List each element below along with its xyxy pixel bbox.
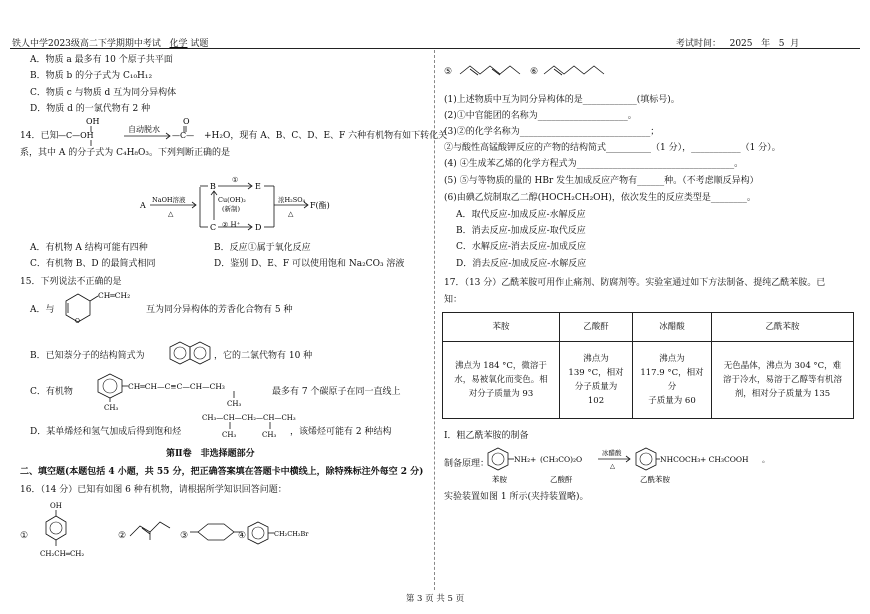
- structure-6-hexene: [542, 62, 610, 80]
- svg-text:CH₃—CH—CH₂—CH—CH₃: CH₃—CH—CH₂—CH—CH₃: [202, 414, 296, 422]
- svg-text:CH₃: CH₃: [104, 404, 119, 412]
- q16-part-5: (5) ⑤与等物质的量的 HBr 发生加成反应产物有______种。（不考虑顺反异构）: [444, 176, 759, 186]
- q16-label-5: ⑤: [444, 67, 453, 77]
- svg-text:O: O: [183, 117, 190, 126]
- svg-text:—C—OH: —C—OH: [58, 131, 94, 140]
- svg-text:CH₃: CH₃: [227, 400, 242, 408]
- q16-choice-a: A．取代反应-加成反应-水解反应: [456, 210, 586, 220]
- school-exam-title: 铁人中学2023级高二下学期期中考试: [12, 39, 161, 49]
- cell-acetanilide: 无色晶体，沸点为 304 °C，难 溶于冷水，易溶于乙醇等有机溶 剂，相对分子质量为 135: [712, 342, 854, 419]
- svg-text:② H⁺: ② H⁺: [222, 221, 241, 229]
- q17-stem: 17．（13 分）乙酰苯胺可用作止痛剂、防腐剂等。实验室通过如下方法制备、提纯乙酰苯胺。已: [444, 278, 826, 288]
- cell-acetic-anhydride: 沸点为 139 °C，相对 分子质量为 102: [560, 342, 633, 419]
- svg-text:+ CH₃COOH: + CH₃COOH: [700, 455, 749, 464]
- structure-2-methylpentene: [128, 518, 184, 542]
- q16-choice-c: C．水解反应-消去反应-加成反应: [456, 242, 586, 252]
- svg-text:—C—: —C—: [172, 131, 195, 140]
- svg-text:△: △: [288, 210, 294, 218]
- exam-time-label: 考试时间：: [676, 39, 722, 49]
- q16-part-2: (2)①中官能团的名称为____________________。: [444, 111, 637, 121]
- q13-option-d: D．物质 d 的一氯代物有 2 种: [30, 104, 151, 114]
- svg-text:CH₃: CH₃: [262, 431, 277, 439]
- q14-option-b: B．反应①属于氧化反应: [214, 243, 311, 253]
- q15-option-a-post: 互为同分异构体的芳香化合物有 5 种: [146, 305, 293, 315]
- q13-option-c: C．物质 c 与物质 d 互为同分异构体: [30, 88, 177, 98]
- svg-text:NH₂: NH₂: [514, 455, 531, 464]
- q16-label-6: ⑥: [530, 67, 539, 77]
- section-1-title: Ⅰ．粗乙酰苯胺的制备: [444, 431, 529, 441]
- svg-text:冰醋酸: 冰醋酸: [602, 449, 622, 457]
- q14-condition: 自动脱水: [128, 125, 160, 134]
- svg-text:浓H₂SO₄: 浓H₂SO₄: [278, 196, 306, 204]
- node-f: F(酯): [310, 201, 330, 210]
- part2-instructions: 二、填空题(本题包括 4 小题，共 55 分，把正确答案填在答题卡中横线上，除特殊标注外每空 2 分): [20, 467, 424, 477]
- alkyne-alkene-structure: [96, 372, 272, 412]
- label-aniline: 苯胺: [492, 475, 507, 484]
- properties-table: [442, 312, 854, 419]
- svg-text:CH₃: CH₃: [222, 431, 237, 439]
- q15-option-d-post: ，该烯烃可能有 2 种结构: [290, 427, 392, 437]
- svg-text:+: +: [530, 455, 537, 464]
- q16-label-4: ④: [238, 531, 247, 541]
- saturated-hydrocarbon-structure: [200, 410, 296, 444]
- node-e: E: [255, 182, 261, 191]
- node-b: B: [210, 182, 216, 191]
- q14-intro-b: 系，其中 A 的分子式为 C₄H₈O₃。下列判断正确的是: [20, 148, 231, 158]
- q14-intro-cont: +H₂O，现有 A、B、C、D、E、F 六种有机物有如下转化关: [204, 131, 448, 141]
- label-acetic-anhydride: 乙酸酐: [550, 475, 573, 484]
- svg-text:△: △: [168, 210, 174, 218]
- q16-part-3b: ②与酸性高锰酸钾反应的产物的结构简式__________（1 分），___________（1 分）。: [444, 143, 781, 153]
- q15-stem: 15．下列说法不正确的是: [20, 277, 122, 287]
- label-acetanilide: 乙酰苯胺: [640, 475, 670, 484]
- page-header: [0, 0, 870, 50]
- prep-principle-label: 制备原理：: [444, 459, 490, 469]
- q16-part-4: (4) ④生成苯乙烯的化学方程式为___________________________________。: [444, 159, 744, 169]
- q14-option-a: A．有机物 A 结构可能有四种: [30, 243, 148, 253]
- q14-conversion-diagram: [140, 172, 340, 236]
- header-rule: [10, 48, 860, 49]
- q14-intro: 14．已知: [20, 131, 59, 141]
- q16-choice-d: D．消去反应-加成反应-水解反应: [456, 259, 587, 269]
- svg-text:Cu(OH)₂: Cu(OH)₂: [218, 196, 246, 204]
- svg-text:OH: OH: [50, 502, 62, 510]
- q13-option-b: B．物质 b 的分子式为 C₁₀H₁₂: [30, 71, 153, 81]
- svg-text:(CH₃CO)₂O: (CH₃CO)₂O: [540, 455, 583, 464]
- svg-text:O: O: [75, 318, 80, 325]
- q16-label-3: ③: [180, 531, 189, 541]
- q15-option-b-post: ，它的二氯代物有 10 种: [214, 351, 313, 361]
- svg-text:CH₂CH₂Br: CH₂CH₂Br: [274, 530, 309, 538]
- q14-option-d: D．鉴别 D、E、F 可以使用饱和 Na₂CO₃ 溶液: [214, 259, 405, 269]
- q14-option-c: C．有机物 B、D 的最简式相同: [30, 259, 156, 269]
- preparation-equation: [488, 444, 770, 488]
- q16-label-2: ②: [118, 531, 127, 541]
- svg-text:NHCOCH₃: NHCOCH₃: [660, 455, 701, 464]
- q15-option-b-pre: B．已知萘分子的结构简式为: [30, 351, 145, 361]
- col-acetanilide: 乙酰苯胺: [712, 313, 854, 342]
- q16-part-3: (3)②的化学名称为_____________________________；: [444, 127, 660, 137]
- naphthalene-structure: [168, 340, 214, 368]
- q13-option-a: A．物质 a 最多有 10 个原子共平面: [30, 55, 173, 65]
- svg-text:CH═CH₂: CH═CH₂: [98, 291, 131, 300]
- q15-option-a-pre: A．与: [30, 305, 55, 315]
- exam-year: 2025: [729, 39, 753, 49]
- q16-label-1: ①: [20, 531, 29, 541]
- paper-label: 试题: [190, 39, 209, 49]
- col-glacial-acetic-acid: 冰醋酸: [633, 313, 712, 342]
- svg-text:OH: OH: [86, 117, 100, 126]
- part2-title: 第Ⅱ卷 非选择题部分: [166, 449, 255, 459]
- structure-4-phenylethyl-bromide: [246, 520, 336, 546]
- svg-text:①: ①: [232, 176, 239, 184]
- col-acetic-anhydride: 乙酸酐: [560, 313, 633, 342]
- month-unit: 月: [790, 39, 800, 49]
- naoh-label: NaOH溶液: [152, 196, 186, 204]
- node-c: C: [210, 223, 217, 232]
- apparatus-note: 实验装置如图 1 所示(夹持装置略)。: [444, 492, 589, 502]
- svg-text:CH₂CH═CH₂: CH₂CH═CH₂: [40, 550, 85, 558]
- structure-1-phenol-propenyl: [36, 500, 120, 566]
- subject: 化学: [169, 39, 188, 49]
- svg-text:△: △: [610, 462, 615, 470]
- svg-text:CH═CH—C≡C—CH—CH₃: CH═CH—C≡C—CH—CH₃: [128, 382, 225, 391]
- year-unit: 年: [761, 39, 771, 49]
- cell-aniline: 沸点为 184 °C，微溶于 水，易被氧化而变色。相 对分子质量为 93: [443, 342, 560, 419]
- pyran-vinyl-structure: [58, 290, 148, 326]
- q15-option-d-pre: D．某单烯烃和氢气加成后得到饱和烃: [30, 427, 182, 437]
- q16-stem: 16．（14 分）已知有如图 6 种有机物，请根据所学知识回答问题：: [20, 485, 287, 495]
- svg-text:。: 。: [762, 455, 770, 464]
- q16-part-1: (1)上述物质中互为同分异构体的是____________(填标号)。: [444, 95, 680, 105]
- structure-5-hexadiene: [458, 62, 526, 80]
- cell-glacial-acetic-acid: 沸点为 117.9 °C，相对分 子质量为 60: [633, 342, 712, 419]
- q15-option-c-post: 最多有 7 个碳原子在同一直线上: [272, 387, 401, 397]
- page-footer: 第 3 页 共 5 页: [405, 594, 465, 604]
- col-aniline: 苯胺: [443, 313, 560, 342]
- q16-choice-b: B．消去反应-加成反应-取代反应: [456, 226, 586, 236]
- q15-option-c-pre: C．有机物: [30, 387, 73, 397]
- node-a: A: [140, 201, 146, 210]
- q16-part-6: (6)由碘乙烷制取乙二醇(HOCH₂CH₂OH)，依次发生的反应类型是________。: [444, 193, 756, 203]
- q17-stem-b: 知：: [444, 295, 463, 305]
- svg-text:(新制): (新制): [222, 205, 241, 213]
- exam-month: 5: [778, 39, 785, 49]
- node-d: D: [255, 223, 262, 232]
